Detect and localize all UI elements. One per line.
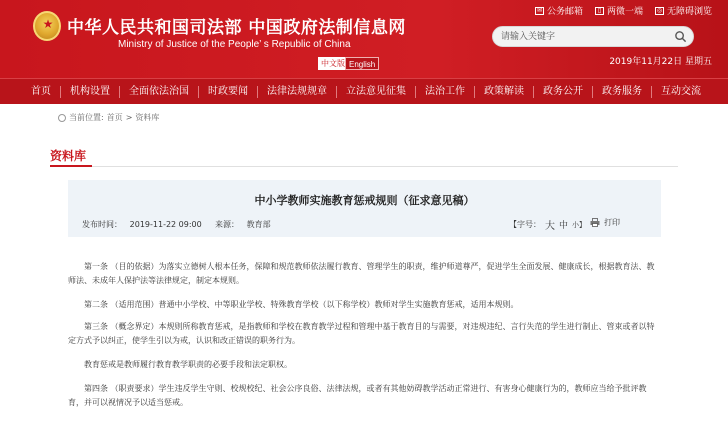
print-label: 打印 [604, 218, 620, 227]
article-source: 来源： 教育部 [215, 220, 271, 229]
publish-time: 发布时间： 2019-11-22 09:00 [82, 220, 202, 229]
nav-item-policy-interpretation[interactable]: 政策解读 [484, 85, 524, 97]
top-links [535, 4, 712, 17]
lang-chinese-button[interactable]: 中文版 [318, 57, 348, 70]
accessibility-link[interactable]: ◎ 无障碍浏览 [656, 6, 712, 17]
font-size-medium-button[interactable]: 中 [559, 221, 569, 231]
font-size-large-button[interactable]: 大 [545, 221, 555, 232]
breadcrumb-home-link[interactable]: 首页 [106, 113, 123, 122]
article-header [68, 180, 661, 237]
accessibility-icon: ◎ [656, 6, 663, 14]
nav-item-news[interactable]: 时政要闻 [208, 85, 248, 97]
current-date: 2019年11月22日 星期五 [609, 57, 712, 67]
section-title-underline [50, 165, 92, 167]
article-paragraph: 第三条 （概念界定）本规则所称教育惩戒，是指教师和学校在教育教学过程和管理中基于教育目的与需要，对违规违纪、言行失范的学生进行制止、管束或者以特定方式予以纠正，使学生引以为戒，认识和改正错误的职务行为。 [68, 322, 655, 345]
official-mail-link[interactable]: ✉ 公务邮箱 [536, 6, 583, 17]
article-paragraph: 第一条 （目的依据）为落实立德树人根本任务，保障和规范教师依法履行教育、管理学生的职责，维护师道尊严，促进学生全面发展、健康成长，根据教育法、教师法、未成年人保护法等法律规定，制定本规则。 [68, 262, 655, 285]
nav-item-interaction[interactable]: 互动交流 [661, 85, 701, 97]
font-size-label: 【字号： [509, 220, 541, 229]
mail-icon: ✉ [536, 6, 542, 14]
nav-item-services[interactable]: 政务服务 [602, 85, 642, 97]
weibo-wechat-app-link[interactable]: ▯ 两微一端 [595, 4, 643, 17]
breadcrumb [58, 112, 159, 123]
site-title[interactable]: 中华人民共和国司法部 中国政府法制信息网 [67, 18, 406, 38]
nav-item-legal-work[interactable]: 法治工作 [425, 85, 465, 97]
national-emblem-icon[interactable]: ★ [33, 11, 61, 41]
article-paragraph: 教育惩戒是教师履行教育教学职责的必要手段和法定职权。 [84, 360, 292, 369]
nav-item-home[interactable]: 首页 [31, 85, 51, 97]
lang-english-button[interactable]: English [345, 57, 379, 70]
search-input[interactable] [501, 29, 661, 44]
site-header [0, 0, 728, 78]
article-paragraph: 第二条 （适用范围）普通中小学校、中等职业学校、特殊教育学校（以下称学校）教师对学生实施教育惩戒，适用本规则。 [84, 300, 519, 309]
search-icon[interactable] [674, 30, 687, 43]
nav-item-laws-regulations[interactable]: 法律法规规章 [267, 85, 327, 97]
section-title: 资料库 [50, 149, 87, 163]
location-icon [58, 114, 66, 122]
main-nav [0, 78, 728, 104]
section-divider [50, 166, 678, 167]
article-paragraph: 第四条 （职责要求）学生违反学生守则、校规校纪、社会公序良俗、法律法规，或者有其他妨碍教学活动正常进行、有害身心健康行为的，教师应当给予批评教育，并可以视情况予以适当惩戒。 [68, 384, 647, 407]
breadcrumb-current[interactable]: 资料库 [135, 113, 160, 122]
article-title: 中小学教师实施教育惩戒规则（征求意见稿） [254, 194, 475, 207]
phone-icon: ▯ [595, 7, 604, 15]
nav-item-legislation-opinions[interactable]: 立法意见征集 [346, 85, 406, 97]
nav-item-rule-of-law[interactable]: 全面依法治国 [129, 85, 189, 97]
font-size-control [509, 217, 586, 232]
search-box [492, 26, 694, 47]
breadcrumb-prefix: 当前位置: [69, 113, 104, 122]
nav-item-organization[interactable]: 机构设置 [70, 85, 110, 97]
breadcrumb-separator: > [125, 113, 133, 122]
font-size-small-button[interactable]: 小】 [572, 220, 587, 229]
site-subtitle: Ministry of Justice of the People’ s Republic of China [118, 39, 351, 50]
print-button[interactable] [590, 217, 620, 228]
printer-icon [590, 218, 600, 227]
nav-item-government-affairs[interactable]: 政务公开 [543, 85, 583, 97]
